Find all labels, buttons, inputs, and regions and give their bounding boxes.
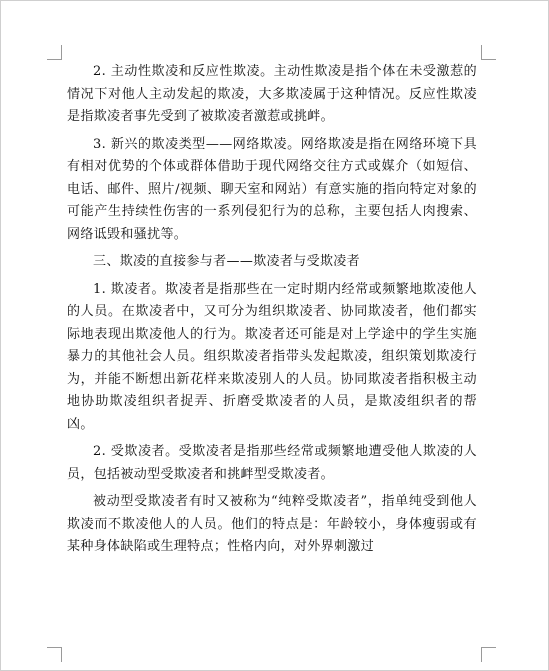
paragraph-victims: 2. 受欺凌者。受欺凌者是指那些经常或频繁地遭受他人欺凌的人员，包括被动型受欺凌者和挑衅型受欺凌者。: [67, 444, 477, 482]
paragraph-bullies: 1. 欺凌者。欺凌者是指那些在一定时期内经常或频繁地欺凌他人的人员。在欺凌者中，又可分为组织欺凌者、协同欺凌者，他们都实际地表现出欺凌他人的行为。欺凌者还可能是对上学途中的学生实施暴力的其他社会人员。组织欺凌者指带头发起欺凌，组织策划欺凌行为，并能不断想出新花样来欺凌别人的人员。协同欺凌者指积极主动地协助欺凌组织者捉弄、折磨受欺凌者的人员，是欺凌组织者的帮凶。: [67, 281, 477, 432]
crop-mark-top-left: [47, 45, 62, 60]
paragraph-proactive-reactive-bullying: 2. 主动性欺凌和反应性欺凌。主动性欺凌是指个体在未受激惹的情况下对他人主动发起的欺凌，大多欺凌属于这种情况。反应性欺凌是指欺凌者事先受到了被欺凌者激惹或挑衅。: [67, 64, 477, 124]
document-body[interactable]: [67, 61, 477, 564]
crop-mark-bottom-right: [481, 647, 496, 662]
section-heading-direct-participants: 三、欺凌的直接参与者——欺凌者与受欺凌者: [93, 254, 361, 269]
paragraph-cyberbullying: 3. 新兴的欺凌类型——网络欺凌。网络欺凌是指在网络环境下具有相对优势的个体或群体借助于现代网络交往方式或媒介（如短信、电话、邮件、照片/视频、聊天室和网站）有意实施的指向特定对象的可能产生持续性伤害的一系列侵犯行为的总称，主要包括人肉搜索、网络诋毁和骚扰等。: [67, 136, 477, 242]
paragraph-passive-victims: 被动型受欺凌者有时又被称为“纯粹受欺凌者”，指单纯受到他人欺凌而不欺凌他人的人员。他们的特点是：年龄较小，身体瘦弱或有某种身体缺陷或生理特点；性格内向，对外界刺激过: [67, 494, 477, 554]
crop-mark-top-right: [481, 45, 496, 60]
crop-mark-bottom-left: [47, 647, 62, 662]
